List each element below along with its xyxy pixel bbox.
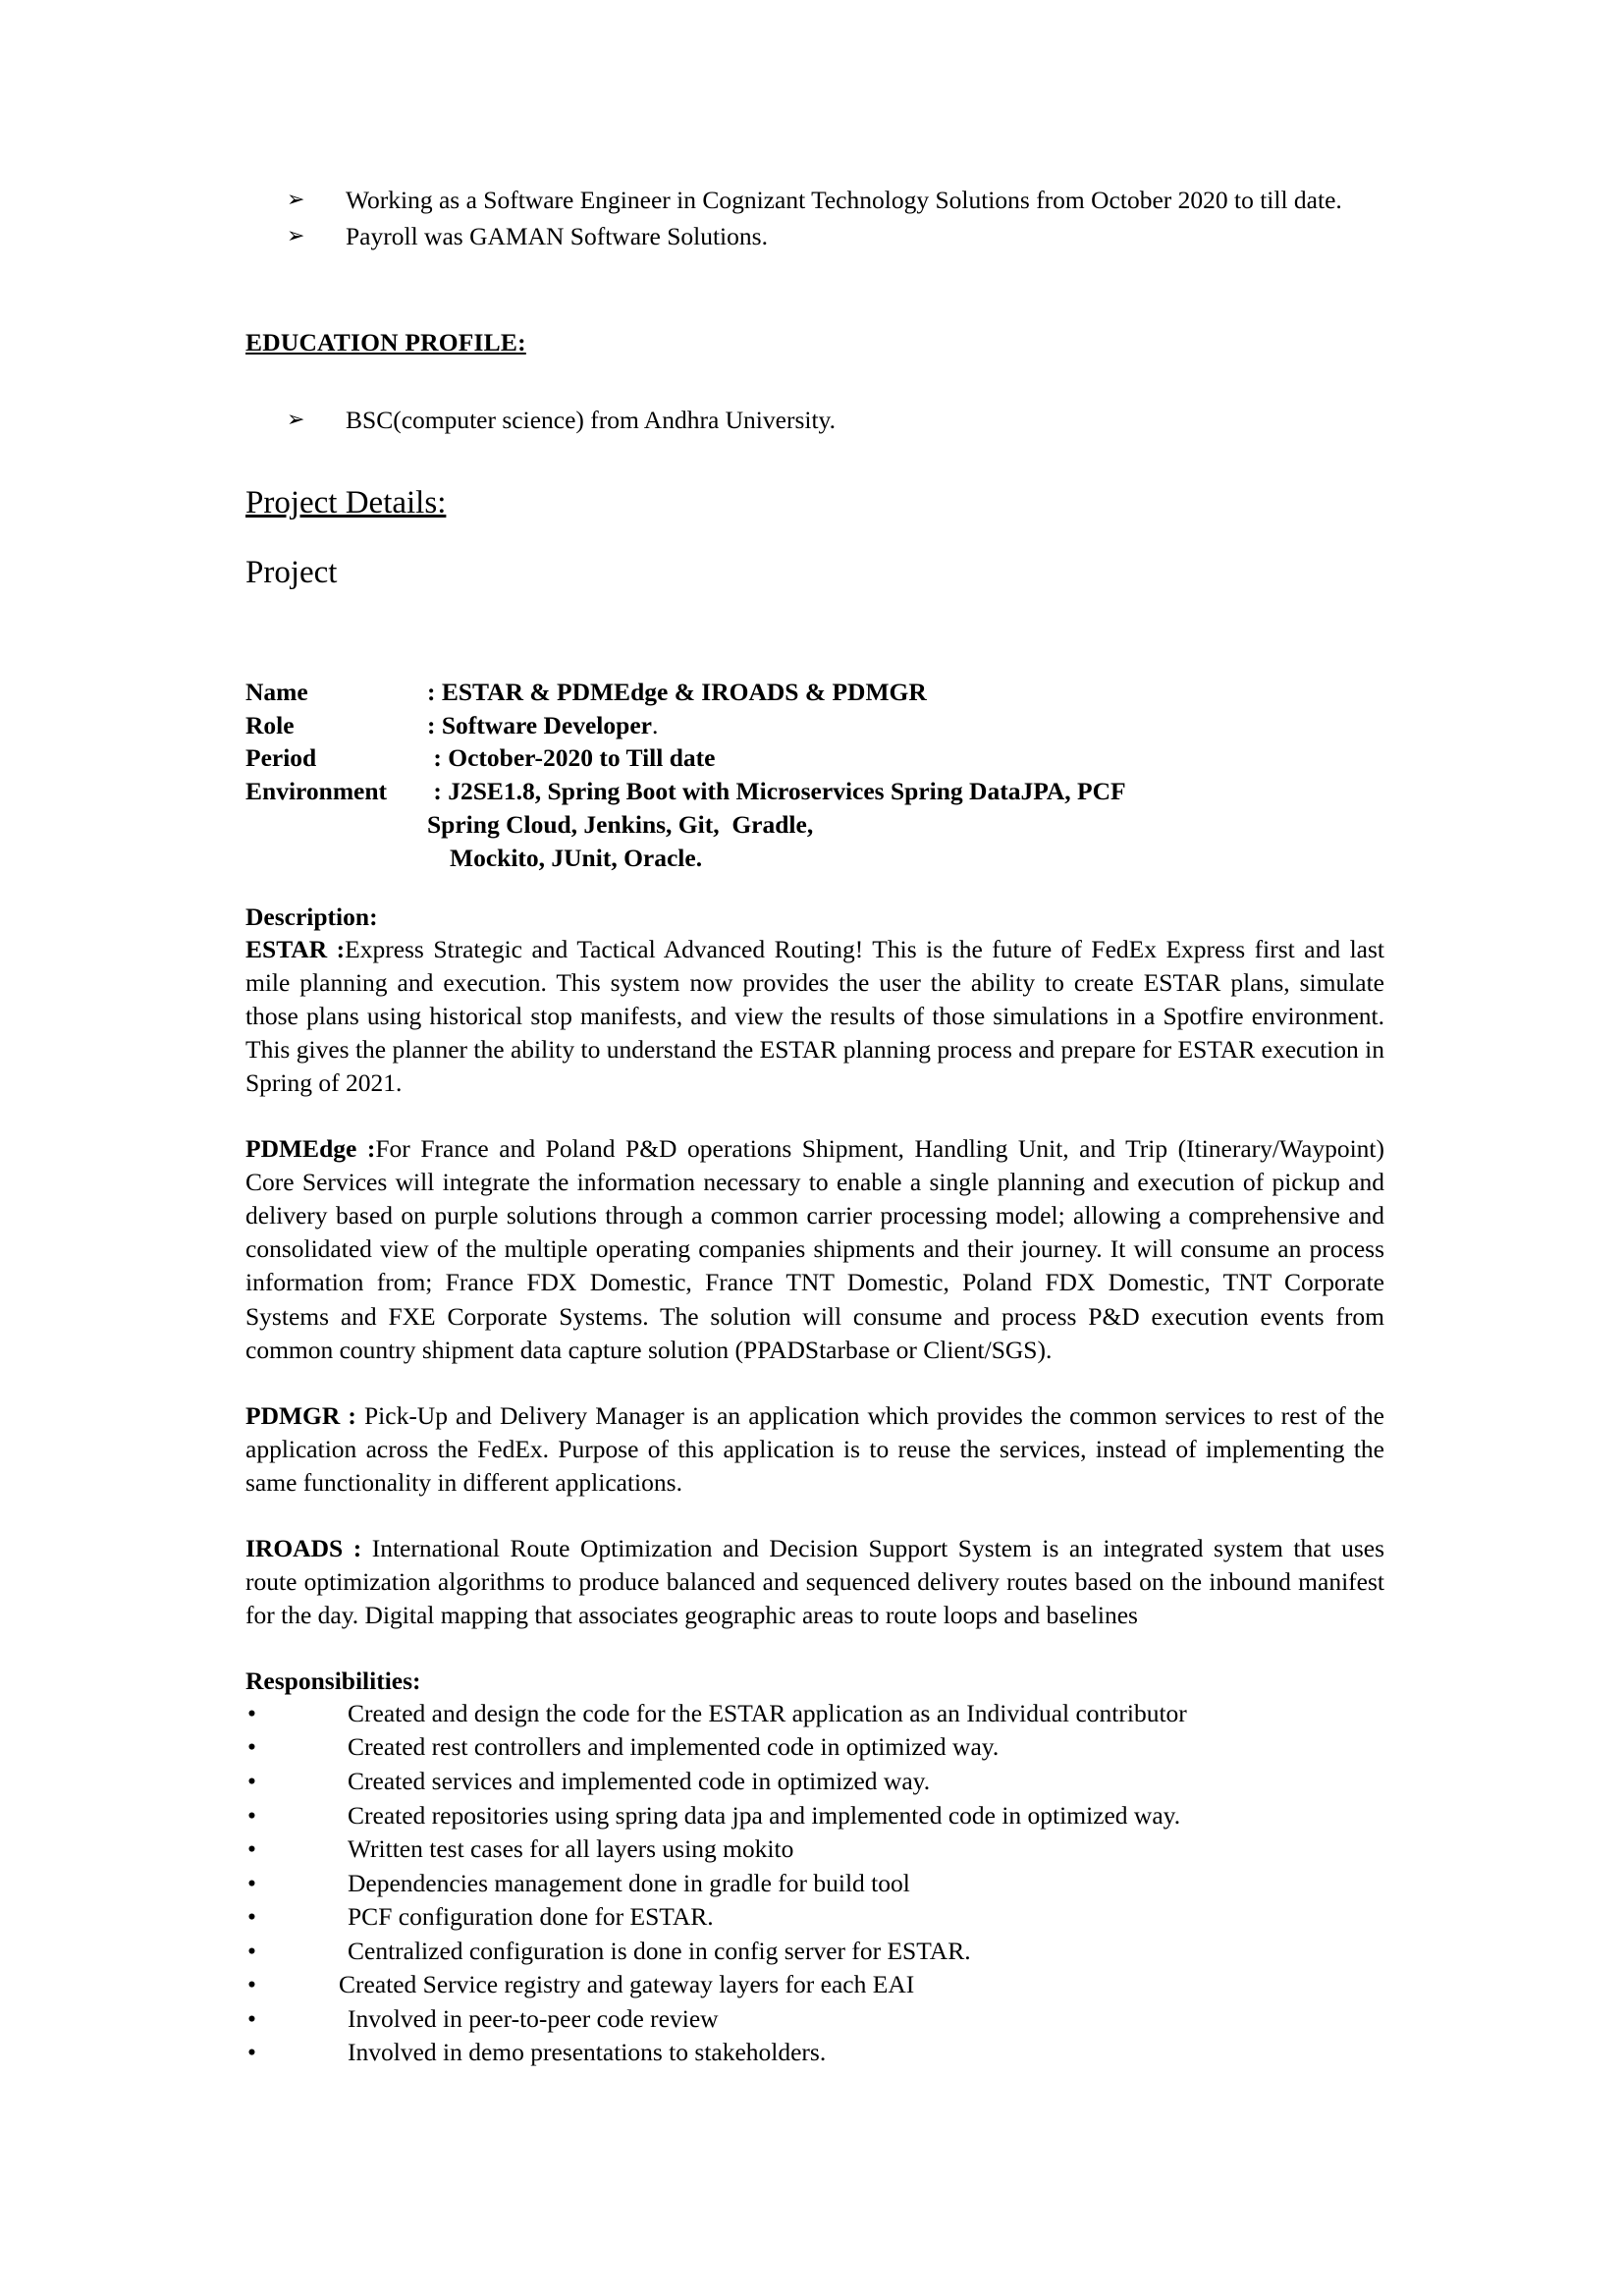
project-period-value: : October-2020 to Till date [427,743,716,773]
dot-bullet-icon: • [247,1936,256,1965]
arrow-bullet-icon: ➢ [287,224,305,249]
list-item-text: PCF configuration done for ESTAR. [348,1902,714,1932]
list-item-text: Working as a Software Engineer in Cognizant Technology Solutions from October 2020 to till date. [346,186,1342,214]
responsibilities-heading: Responsibilities: [245,1666,421,1695]
project-environment-label: Environment [245,777,388,806]
education-list [245,403,1384,438]
list-item-text: Written test cases for all layers using mokito [348,1834,794,1864]
project-environment-row [245,775,1384,808]
project-role-row [245,709,1384,742]
list-item [245,183,1384,218]
spacer [245,1367,1384,1399]
list-item [245,1765,1384,1799]
list-item [245,1968,1384,2002]
list-item-text: Created Service registry and gateway layers for each EAI [339,1970,915,1999]
paragraph-lead: ESTAR : [245,935,346,964]
spacer [245,1500,1384,1532]
paragraph-lead: PDMEdge : [245,1134,376,1164]
spacer [245,1632,1384,1665]
paragraph-body: For France and Poland P&D operations Shipment, Handling Unit, and Trip (Itinerary/Waypoint) Core Services will integrate the information necessary to enable a single planning and execution of pickup and delivery based on purple solutions through a common carrier processing model; allowing a comprehensive and consolidated view of the multiple operating companies shipments and their journey. It will consume an process information from; France FDX Domestic, France TNT Domestic, Poland FDX Domestic, TNT Corporate Systems and FXE Corporate Systems. The solution will consume and process P&D execution events from common country shipment data capture solution (PPADStarbase or Client/SGS). [245,1134,1385,1364]
dot-bullet-icon: • [247,2038,256,2067]
document-body [245,183,1384,2070]
dot-bullet-icon: • [247,1970,256,1999]
dot-bullet-icon: • [247,1834,256,1864]
arrow-bullet-icon: ➢ [287,188,305,212]
list-item-text: Created and design the code for the ESTAR application as an Individual contributor [348,1698,1187,1727]
spacer [245,1100,1384,1132]
dot-bullet-icon: • [247,1698,256,1727]
project-info-block [245,676,1384,875]
list-item [245,1730,1384,1765]
spacer [245,440,1384,485]
spacer [245,357,1384,403]
dot-bullet-icon: • [247,1868,256,1897]
project-word: Project [245,554,338,590]
project-name-row [245,676,1384,709]
list-item [245,1832,1384,1867]
paragraph-iroads [245,1532,1384,1632]
paragraph-estar [245,933,1384,1100]
spacer [245,255,1384,328]
list-item-text: Involved in demo presentations to stakeholders. [348,2038,827,2067]
project-name-value: : ESTAR & PDMEdge & IROADS & PDMGR [427,677,927,706]
list-item [245,1697,1384,1731]
list-item [245,1935,1384,1969]
list-item-text: BSC(computer science) from Andhra University. [346,406,837,435]
list-item-text: Payroll was GAMAN Software Solutions. [346,222,768,251]
paragraph-pdmgr [245,1399,1384,1500]
paragraph-lead: PDMGR : [245,1400,364,1430]
paragraph-body: Pick-Up and Delivery Manager is an application which provides the common services to rest of the application across the FedEx. Purpose of this application is to reuse the services, instead of implementing the same functionality in different applications. [245,1400,1384,1497]
list-item [245,1867,1384,1901]
list-item [245,403,1384,438]
list-item-text: Created services and implemented code in optimized way. [348,1766,931,1795]
spacer [245,521,1384,555]
dot-bullet-icon: • [247,1800,256,1830]
project-role-label: Role [245,710,295,739]
list-item [245,1799,1384,1833]
dot-bullet-icon: • [247,1766,256,1795]
project-environment-value: : J2SE1.8, Spring Boot with Microservices Spring DataJPA, PCF [427,777,1126,806]
list-item-text: Involved in peer-to-peer code review [348,2003,719,2033]
list-item-text: Created repositories using spring data jpa and implemented code in optimized way. [348,1800,1181,1830]
paragraph-pdmedge [245,1132,1384,1366]
project-role-period: . [651,710,659,739]
project-period-row [245,741,1384,775]
project-environment-line2: Spring Cloud, Jenkins, Git, Gradle, [427,810,814,840]
list-item [245,1900,1384,1935]
paragraph-lead: IROADS : [245,1533,372,1562]
list-item [245,219,1384,254]
list-item-text: Created rest controllers and implemented code in optimized way. [348,1732,1000,1762]
dot-bullet-icon: • [247,1902,256,1932]
spacer [245,875,1384,901]
paragraph-body: Express Strategic and Tactical Advanced Routing! This is the future of FedEx Express first and last mile planning and execution. This system now provides the user the ability to create ESTAR plans, simulate those plans using historical stop manifests, and view the results of those simulations in a Spotfire environment. This gives the planner the ability to understand the ESTAR planning process and prepare for ESTAR execution in Spring of 2021. [245,935,1384,1098]
project-role-value: : Software Developer [427,710,652,739]
list-item [245,2002,1384,2037]
dot-bullet-icon: • [247,2003,256,2033]
description-heading: Description: [245,902,378,932]
project-period-label: Period [245,743,317,773]
education-profile-heading: EDUCATION PROFILE: [245,328,526,357]
responsibilities-list [245,1697,1384,2070]
experience-list [245,183,1384,254]
list-item-text: Centralized configuration is done in config server for ESTAR. [348,1936,971,1965]
arrow-bullet-icon: ➢ [287,408,305,433]
project-details-heading: Project Details: [245,484,447,520]
project-environment-line3: Mockito, JUnit, Oracle. [450,844,703,873]
project-name-label: Name [245,677,308,706]
list-item [245,2036,1384,2070]
paragraph-body: International Route Optimization and Decision Support System is an integrated system that uses route optimization algorithms to produce balanced and sequenced delivery routes based on the inbound manifest for the day. Digital mapping that associates geographic areas to route loops and baselines [245,1533,1384,1629]
list-item-text: Dependencies management done in gradle for build tool [348,1868,910,1897]
spacer [245,591,1384,676]
dot-bullet-icon: • [247,1732,256,1762]
